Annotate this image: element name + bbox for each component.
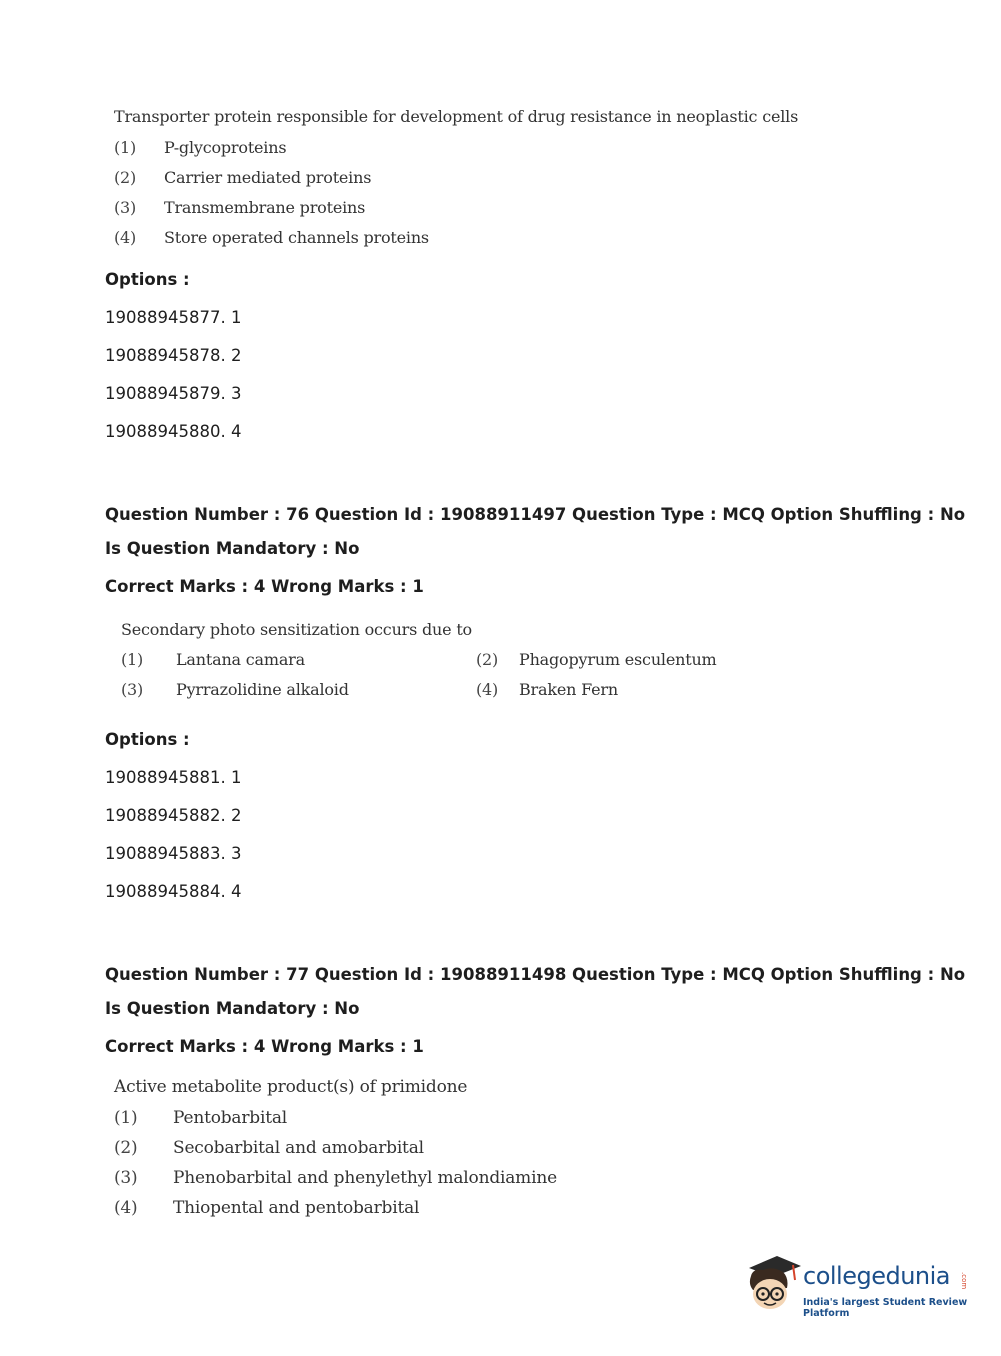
q76-choice-2-text: Phagopyrum esculentum [519, 650, 717, 669]
q77-choice-3-num: (3) [114, 1168, 138, 1188]
logo-wordmark: collegedunia [803, 1262, 951, 1290]
q77-stem: Active metabolite product(s) of primidone [114, 1077, 468, 1097]
q76-choice-1-text: Lantana camara [176, 650, 305, 669]
q76-choice-2-num: (2) [476, 650, 499, 669]
q75-choice-3-text: Transmembrane proteins [164, 198, 366, 217]
logo-suffix: .com [960, 1272, 968, 1290]
q75-choice-2-num: (2) [114, 168, 137, 187]
q76-choice-3-text: Pyrrazolidine alkaloid [176, 680, 349, 699]
q77-choice-4-num: (4) [114, 1198, 138, 1218]
mascot-icon [743, 1250, 803, 1316]
q77-choice-4-text: Thiopental and pentobarbital [173, 1198, 420, 1218]
q75-choice-2-text: Carrier mediated proteins [164, 168, 372, 187]
q77-header: Question Number : 77 Question Id : 19088911498 Question Type : MCQ Option Shuffling : No [105, 965, 966, 984]
q76-marks: Correct Marks : 4 Wrong Marks : 1 [105, 577, 424, 596]
collegedunia-logo[interactable] [743, 1250, 973, 1320]
q76-option-2: 19088945882. 2 [105, 806, 242, 825]
q77-choice-1-num: (1) [114, 1108, 138, 1128]
q77-choice-2-num: (2) [114, 1138, 138, 1158]
q76-choice-4-text: Braken Fern [519, 680, 618, 699]
q76-options-label: Options : [105, 730, 190, 749]
q76-mandatory: Is Question Mandatory : No [105, 539, 360, 558]
q77-choice-3-text: Phenobarbital and phenylethyl malondiamine [173, 1168, 557, 1188]
q76-option-1: 19088945881. 1 [105, 768, 242, 787]
q75-option-1: 19088945877. 1 [105, 308, 242, 327]
q75-options-label: Options : [105, 270, 190, 289]
q75-choice-3-num: (3) [114, 198, 137, 217]
q77-choice-1-text: Pentobarbital [173, 1108, 288, 1128]
q76-option-3: 19088945883. 3 [105, 844, 242, 863]
q76-option-4: 19088945884. 4 [105, 882, 242, 901]
q76-stem: Secondary photo sensitization occurs due to [121, 620, 472, 639]
q76-choice-4-num: (4) [476, 680, 499, 699]
q76-choice-3-num: (3) [121, 680, 144, 699]
logo-tagline: India's largest Student Review Platform [803, 1297, 968, 1319]
q76-header: Question Number : 76 Question Id : 19088911497 Question Type : MCQ Option Shuffling : No [105, 505, 966, 524]
q75-choice-1-num: (1) [114, 138, 137, 157]
q75-choice-1-text: P-glycoproteins [164, 138, 287, 157]
q75-choice-4-text: Store operated channels proteins [164, 228, 429, 247]
q77-marks: Correct Marks : 4 Wrong Marks : 1 [105, 1037, 424, 1056]
q77-choice-2-text: Secobarbital and amobarbital [173, 1138, 424, 1158]
q75-option-2: 19088945878. 2 [105, 346, 242, 365]
q76-choice-1-num: (1) [121, 650, 144, 669]
q75-choice-4-num: (4) [114, 228, 137, 247]
q75-stem: Transporter protein responsible for development of drug resistance in neoplastic cells [114, 107, 799, 126]
q75-option-3: 19088945879. 3 [105, 384, 242, 403]
q77-mandatory: Is Question Mandatory : No [105, 999, 360, 1018]
q75-option-4: 19088945880. 4 [105, 422, 242, 441]
